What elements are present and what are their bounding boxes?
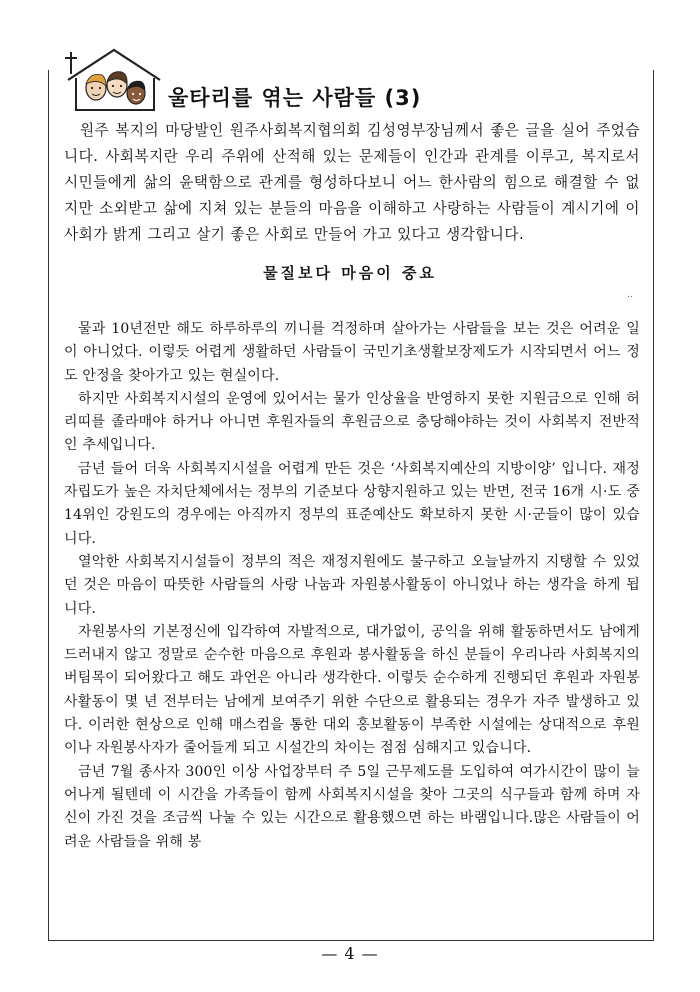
article-paragraph: 금년 7월 종사자 300인 이상 사업장부터 주 5일 근무제도를 도입하여 여가시간이 많이 늘어나게 될텐데 이 시간을 가족들이 함께 사회복지시설을 찾아 그곳의 식구들과 함께 하며 자신이 가진 것을 조금씩 나눌 수 있는 시간으로 활용했으면 하는 바램입니다.많은 사람들이 어려운 사람들을 위해 봉 xyxy=(64,763,640,850)
article-body xyxy=(64,318,640,854)
article-paragraph: 자원봉사의 기본정신에 입각하여 자발적으로, 대가없이, 공익을 위해 활동하면서도 남에게 드러내지 않고 정말로 순수한 마음으로 후원과 봉사활동을 하신 분들이 우리나라 사회복지의 버팀목이 되어왔다고 해도 과언은 아니라 생각한다. 이렇듯 순수하게 진행되던 후원과 자원봉사활동이 몇 년 전부터는 남에게 보여주기 위한 수단으로 활용되는 경우가 자주 발생하고 있다. 이러한 현상으로 인해 매스컴을 통한 대외 홍보활동이 부족한 시설에는 상대적으로 후원이나 자원봉사자가 줄어들게 되고 시설간의 차이는 점점 심해지고 있습니다. xyxy=(64,623,640,757)
article-paragraph: 금년 들어 더욱 사회복지시설을 어렵게 만든 것은 ‘사회복지예산의 지방이양’ 입니다. 재정자립도가 높은 자치단체에서는 정부의 기준보다 상향지원하고 있는 반면, 전국 16개 시·도 중 14위인 강원도의 경우에는 아직까지 정부의 표준예산도 확보하지 못한 시·군들이 많이 있습니다. xyxy=(64,460,640,547)
house-with-people-icon xyxy=(62,44,166,114)
page-number: — 4 — xyxy=(321,944,379,963)
intro-text: 원주 복지의 마당발인 원주사회복지협의회 김성영부장님께서 좋은 글을 실어 주었습니다. 사회복지란 우리 주위에 산적해 있는 문제들이 인간과 관계를 이루고, 복지로서 시민들에게 삶의 윤택함으로 관계를 형성하다보니 어느 한사람의 힘으로 해결할 수 없지만 소외받고 삶에 지쳐 있는 분들의 마음을 이해하고 사랑하는 사람들이 계시기에 이 사회가 밝게 그리고 살기 좋은 사회로 만들어 가고 있다고 생각합니다. xyxy=(64,122,640,243)
series-title: 울타리를 엮는 사람들 (3) xyxy=(168,86,422,110)
stray-mark: .. xyxy=(627,290,633,300)
article-paragraph: 물과 10년전만 해도 하루하루의 끼니를 걱정하며 살아가는 사람들을 보는 것은 어려운 일이 아니었다. 이렇듯 어렵게 생활하던 사람들이 국민기초생활보장제도가 시작되면서 어느 정도 안정을 찾아가고 있는 현실이다. xyxy=(64,321,640,384)
article-title: 물질보다 마음이 중요 xyxy=(263,264,437,282)
article-paragraph: 하지만 사회복지시설의 운영에 있어서는 물가 인상율을 반영하지 못한 지원금으로 인해 허리띠를 졸라매야 하거나 아니면 후원자들의 후원금으로 충당해야하는 것이 사회복지 전반적인 추세입니다. xyxy=(64,390,640,454)
article-paragraph: 열악한 사회복지시설들이 정부의 적은 재정지원에도 불구하고 오늘날까지 지탱할 수 있었던 것은 마음이 따뜻한 사람들의 사랑 나눔과 자원봉사활동이 아니었나 하는 생각을 하게 됩니다. xyxy=(64,553,640,617)
intro-paragraph xyxy=(64,118,640,248)
